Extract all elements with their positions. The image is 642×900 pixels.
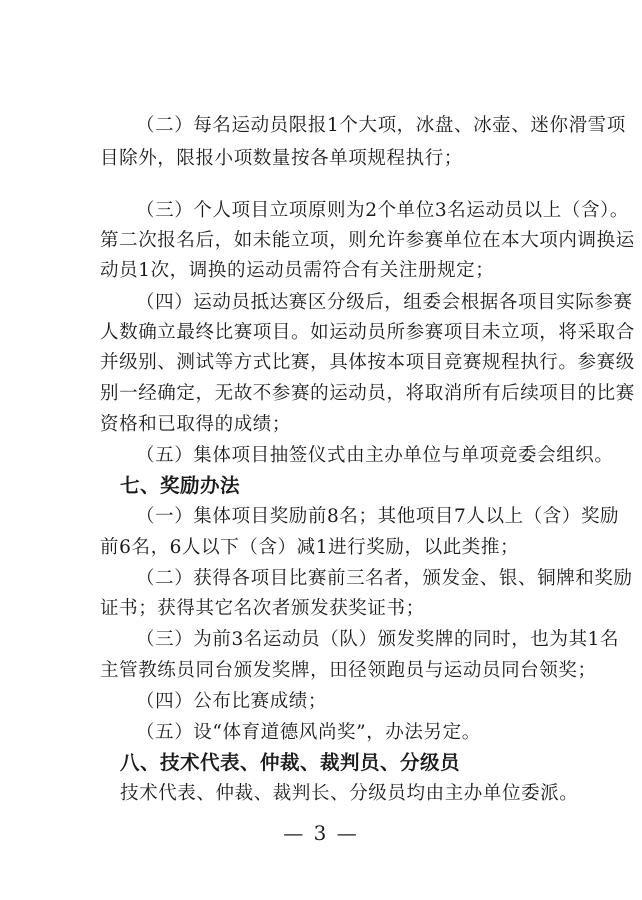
section-heading: 八、技术代表、仲裁、裁判员、分级员 (120, 751, 461, 774)
paragraph-line: （四）公布比赛成绩； (136, 691, 328, 712)
paragraph-line: （三）为前3名运动员（队）颁发奖牌的同时，也为其1名 (136, 629, 620, 650)
paragraph-line: 主管教练员同台颁发奖牌，田径领跑员与运动员同台领奖； (100, 660, 597, 681)
paragraph-line: （四）运动员抵达赛区分级后，组委会根据各项目实际参赛 (136, 292, 633, 313)
paragraph-line: 证书；获得其它名次者颁发获奖证书； (100, 598, 425, 619)
paragraph-line: 目除外，限报小项数量按各单项规程执行； (100, 148, 463, 169)
paragraph-line: （二）获得各项目比赛前三名者，颁发金、银、铜牌和奖励 (136, 568, 633, 589)
paragraph-line: （五）集体项目抽签仪式由主办单位与单项竞委会组织。 (136, 445, 614, 466)
paragraph-line: 人数确立最终比赛项目。如运动员所参赛项目未立项，将采取合 (100, 322, 635, 343)
paragraph-line: 技术代表、仲裁、裁判长、分级员均由主办单位委派。 (120, 783, 579, 804)
paragraph-line: （二）每名运动员限报1个大项，冰盘、冰壶、迷你滑雪项 (136, 115, 626, 136)
page-number: — 3 — (283, 821, 359, 845)
paragraph-line: 前6名，6人以下（含）减1进行奖励，以此类推； (100, 537, 520, 558)
paragraph-line: 第二次报名后，如未能立项，则允许参赛单位在本大项内调换运 (100, 230, 635, 251)
paragraph-line: 资格和已取得的成绩； (100, 414, 292, 435)
paragraph-line: （五）设“体育道德风尚奖”，办法另定。 (136, 722, 481, 743)
paragraph-line: 并级别、测试等方式比赛，具体按本项目竞赛规程执行。参赛级 (100, 352, 635, 373)
section-heading: 七、奖励办法 (120, 474, 241, 497)
paragraph-line: （一）集体项目奖励前8名；其他项目7人以上（含）奖励 (136, 506, 620, 527)
paragraph-line: 动员1次，调换的运动员需符合有关注册规定； (100, 260, 495, 281)
paragraph-line: 别一经确定，无故不参赛的运动员，将取消所有后续项目的比赛 (100, 383, 635, 404)
paragraph-line: （三）个人项目立项原则为2个单位3名运动员以上（含）。 (136, 200, 629, 221)
